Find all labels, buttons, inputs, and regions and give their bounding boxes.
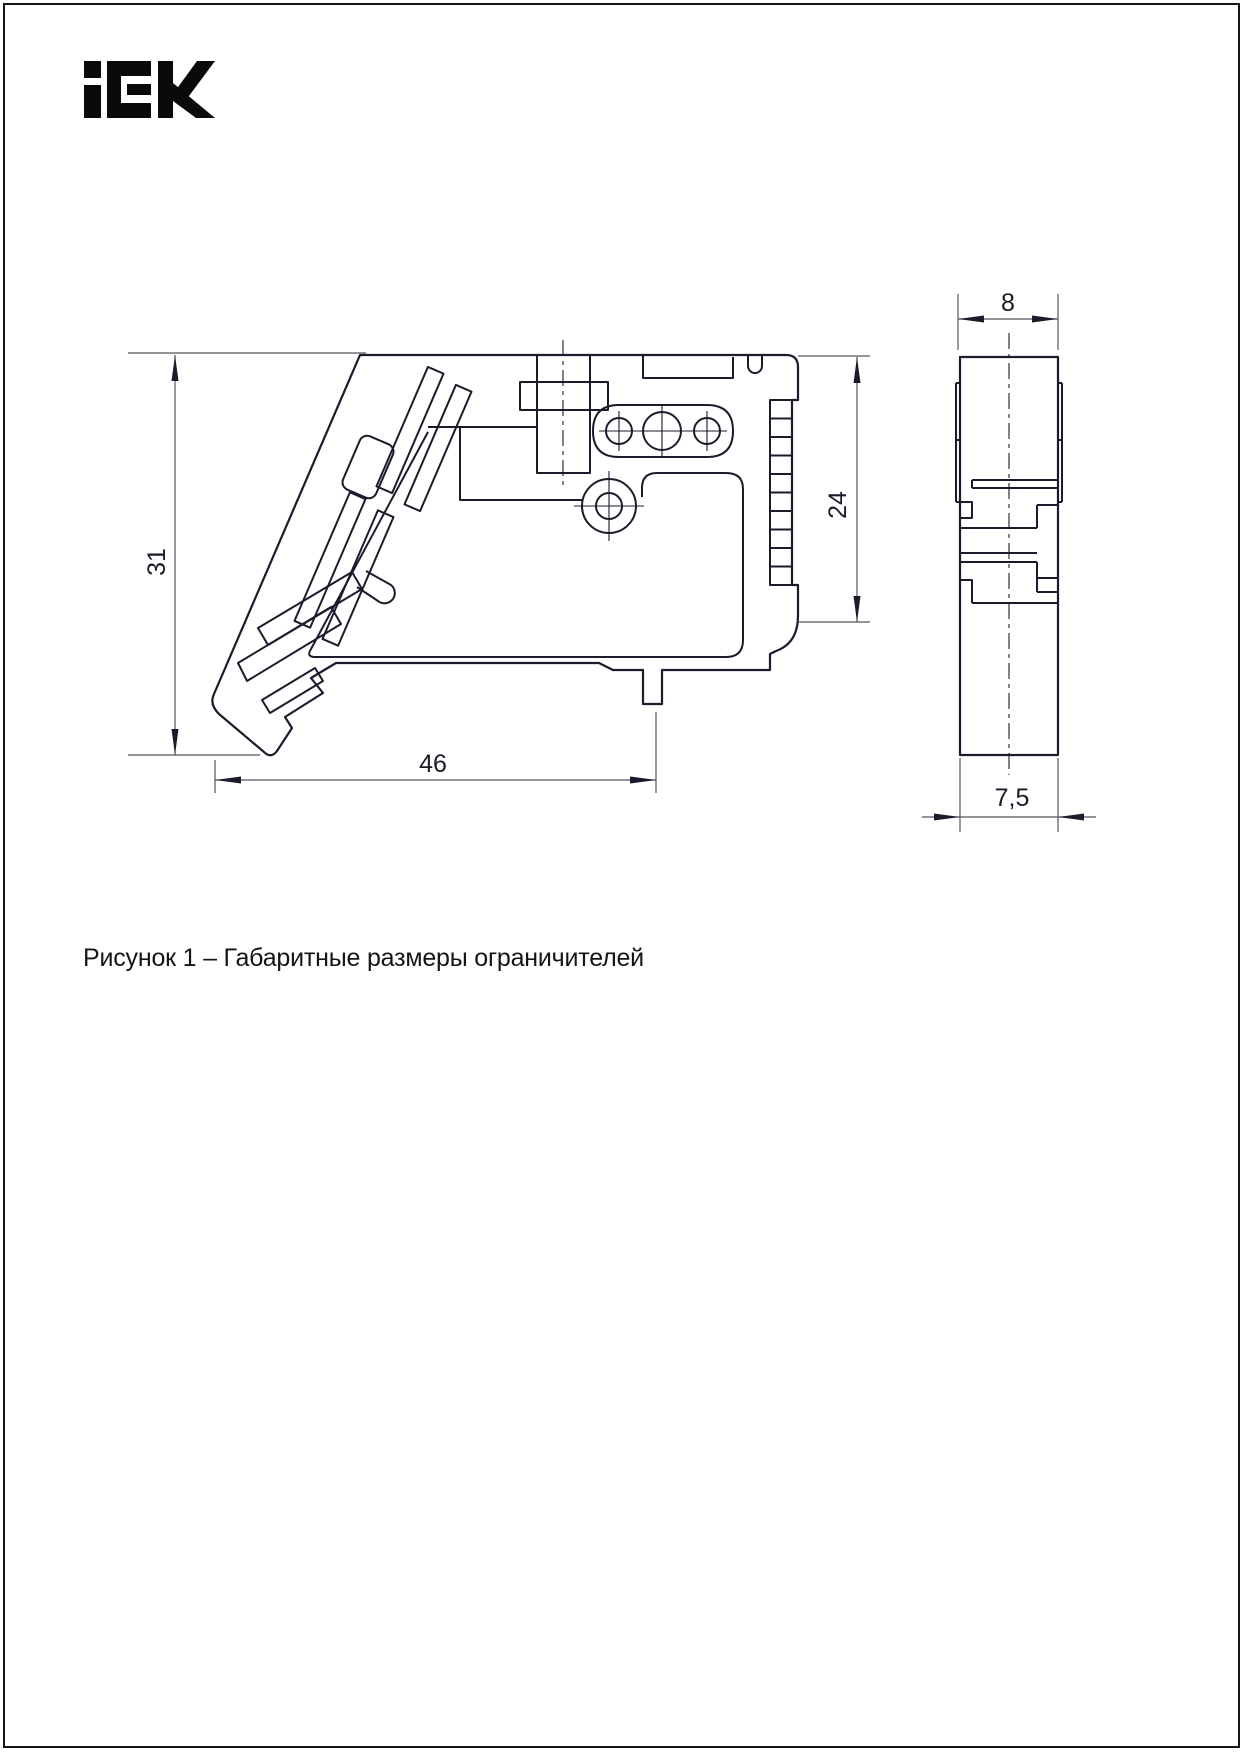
- dim-label-24: 24: [824, 491, 852, 519]
- main-profile-view: [212, 340, 798, 755]
- figure-caption: Рисунок 1 – Габаритные размеры ограничителей: [83, 944, 644, 972]
- dim-label-46: 46: [419, 750, 447, 778]
- dimension-8: [958, 289, 1058, 350]
- dimension-7-5: [922, 758, 1096, 832]
- mount-hole-crosshair: [574, 471, 644, 541]
- dimension-31: [128, 353, 366, 755]
- top-recess: [643, 355, 762, 378]
- inner-cavity: [309, 432, 743, 657]
- foot-clamp-details: [238, 571, 395, 713]
- dim-label-8: 8: [1001, 289, 1015, 317]
- dim-label-31: 31: [143, 548, 171, 576]
- dimension-46: [215, 712, 656, 793]
- dim-label-7-5: 7,5: [994, 784, 1030, 812]
- clamp-slot: [520, 355, 608, 473]
- ribbed-strip: [770, 400, 792, 585]
- end-view: [956, 333, 1062, 775]
- dimension-24: [798, 356, 870, 622]
